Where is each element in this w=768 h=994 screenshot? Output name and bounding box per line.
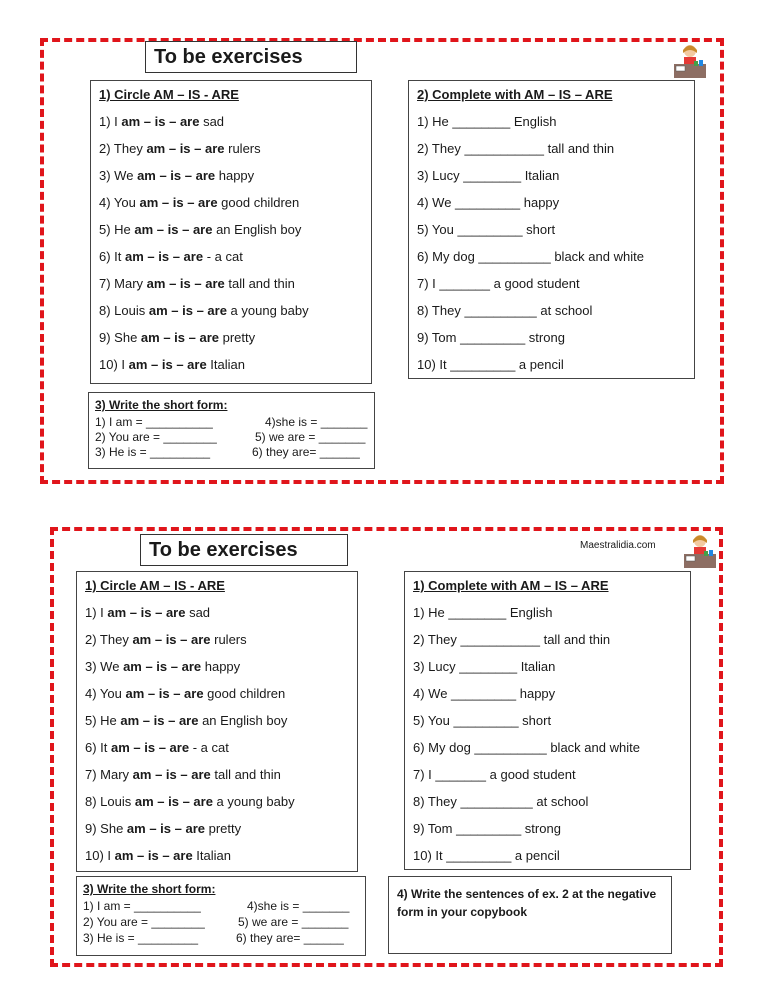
complete-exercise-list [413,604,686,874]
short-form-row [83,931,344,945]
complete-exercise-list [417,113,690,383]
list-item: 8) Louis am – is – are a young baby [99,303,309,318]
short-form-item[interactable]: 4)she is = _______ [265,415,368,429]
list-item[interactable]: 8) They __________ at school [417,303,593,318]
circle-exercise-list [85,604,353,874]
verb-options[interactable]: am – is – are [140,330,219,345]
short-form-item[interactable]: 3) He is = _________ [83,931,199,945]
list-item: 10) I am – is – are Italian [99,357,245,372]
short-form-item[interactable]: 1) I am = __________ [95,415,213,429]
list-item: 9) She am – is – are pretty [85,821,242,836]
short-form-row [95,430,366,444]
list-item: 2) They am – is – are rulers [85,632,247,647]
verb-options[interactable]: am – is – are [134,794,213,809]
complete-exercise-heading: 1) Complete with AM – IS – ARE [413,578,609,593]
verb-options[interactable]: am – is – are [146,141,225,156]
worksheet-bottom-title: To be exercises [140,534,348,566]
verb-options[interactable]: am – is – are [139,195,218,210]
verb-options[interactable]: am – is – are [125,686,204,701]
complete-exercise-heading: 2) Complete with AM – IS – ARE [417,87,613,102]
list-item[interactable]: 8) They __________ at school [413,794,589,809]
short-form-heading: 3) Write the short form: [83,882,216,896]
short-form-row [95,445,360,459]
verb-options[interactable]: am – is – are [128,357,207,372]
list-item[interactable]: 4) We _________ happy [417,195,560,210]
negative-form-instruction: 4) Write the sentences of ex. 2 at the negative form in your copybook [397,887,657,919]
short-form-item[interactable]: 4)she is = _______ [247,899,350,913]
list-item: 1) I am – is – are sad [85,605,211,620]
short-form-box [88,392,375,469]
worksheet-top-title: To be exercises [145,41,357,73]
short-form-row [83,915,349,929]
list-item[interactable]: 10) It _________ a pencil [417,357,564,372]
list-item[interactable]: 9) Tom _________ strong [417,330,565,345]
short-form-item[interactable]: 6) they are= ______ [252,445,360,459]
verb-options[interactable]: am – is – are [111,740,190,755]
verb-options[interactable]: am – is – are [107,605,186,620]
teacher-desk-icon [682,532,718,572]
circle-exercise-box [90,80,372,384]
list-item[interactable]: 9) Tom _________ strong [413,821,561,836]
short-form-item[interactable]: 2) You are = ________ [95,430,217,444]
list-item: 4) You am – is – are good children [99,195,300,210]
short-form-item[interactable]: 3) He is = _________ [95,445,211,459]
teacher-desk-icon [672,42,708,82]
complete-exercise-box [408,80,695,379]
verb-options[interactable]: am – is – are [126,821,205,836]
circle-exercise-list [99,113,367,383]
list-item[interactable]: 3) Lucy ________ Italian [413,659,556,674]
verb-options[interactable]: am – is – are [137,168,216,183]
list-item: 5) He am – is – are an English boy [85,713,288,728]
site-label: Maestralidia.com [580,540,656,551]
list-item: 3) We am – is – are happy [85,659,241,674]
short-form-row [83,899,350,913]
short-form-item[interactable]: 6) they are= ______ [236,931,344,945]
list-item: 5) He am – is – are an English boy [99,222,302,237]
list-item[interactable]: 7) I _______ a good student [413,767,576,782]
list-item: 9) She am – is – are pretty [99,330,256,345]
verb-options[interactable]: am – is – are [123,659,202,674]
list-item[interactable]: 1) He ________ English [413,605,553,620]
list-item: 7) Mary am – is – are tall and thin [99,276,295,291]
list-item: 4) You am – is – are good children [85,686,286,701]
list-item[interactable]: 5) You _________ short [413,713,552,728]
verb-options[interactable]: am – is – are [134,222,213,237]
list-item: 2) They am – is – are rulers [99,141,261,156]
list-item: 1) I am – is – are sad [99,114,225,129]
list-item[interactable]: 4) We _________ happy [413,686,556,701]
list-item[interactable]: 2) They ___________ tall and thin [413,632,611,647]
list-item[interactable]: 2) They ___________ tall and thin [417,141,615,156]
short-form-item[interactable]: 5) we are = _______ [238,915,349,929]
short-form-heading: 3) Write the short form: [95,398,228,412]
verb-options[interactable]: am – is – are [146,276,225,291]
list-item[interactable]: 1) He ________ English [417,114,557,129]
short-form-item[interactable]: 5) we are = _______ [255,430,366,444]
short-form-item[interactable]: 2) You are = ________ [83,915,205,929]
short-form-item[interactable]: 1) I am = __________ [83,899,201,913]
verb-options[interactable]: am – is – are [121,114,200,129]
list-item[interactable]: 6) My dog __________ black and white [417,249,644,264]
list-item: 7) Mary am – is – are tall and thin [85,767,281,782]
verb-options[interactable]: am – is – are [120,713,199,728]
verb-options[interactable]: am – is – are [114,848,193,863]
list-item[interactable]: 7) I _______ a good student [417,276,580,291]
list-item[interactable]: 5) You _________ short [417,222,556,237]
verb-options[interactable]: am – is – are [132,767,211,782]
circle-exercise-heading: 1) Circle AM – IS - ARE [99,87,239,102]
list-item: 6) It am – is – are - a cat [99,249,243,264]
short-form-row [95,415,368,429]
list-item[interactable]: 3) Lucy ________ Italian [417,168,560,183]
verb-options[interactable]: am – is – are [132,632,211,647]
complete-exercise-box [404,571,691,870]
list-item: 10) I am – is – are Italian [85,848,231,863]
short-form-box [76,876,366,956]
circle-exercise-heading: 1) Circle AM – IS - ARE [85,578,225,593]
list-item: 8) Louis am – is – are a young baby [85,794,295,809]
list-item: 6) It am – is – are - a cat [85,740,229,755]
verb-options[interactable]: am – is – are [148,303,227,318]
negative-form-box [388,876,672,954]
list-item[interactable]: 6) My dog __________ black and white [413,740,640,755]
list-item: 3) We am – is – are happy [99,168,255,183]
verb-options[interactable]: am – is – are [125,249,204,264]
circle-exercise-box [76,571,358,872]
list-item[interactable]: 10) It _________ a pencil [413,848,560,863]
